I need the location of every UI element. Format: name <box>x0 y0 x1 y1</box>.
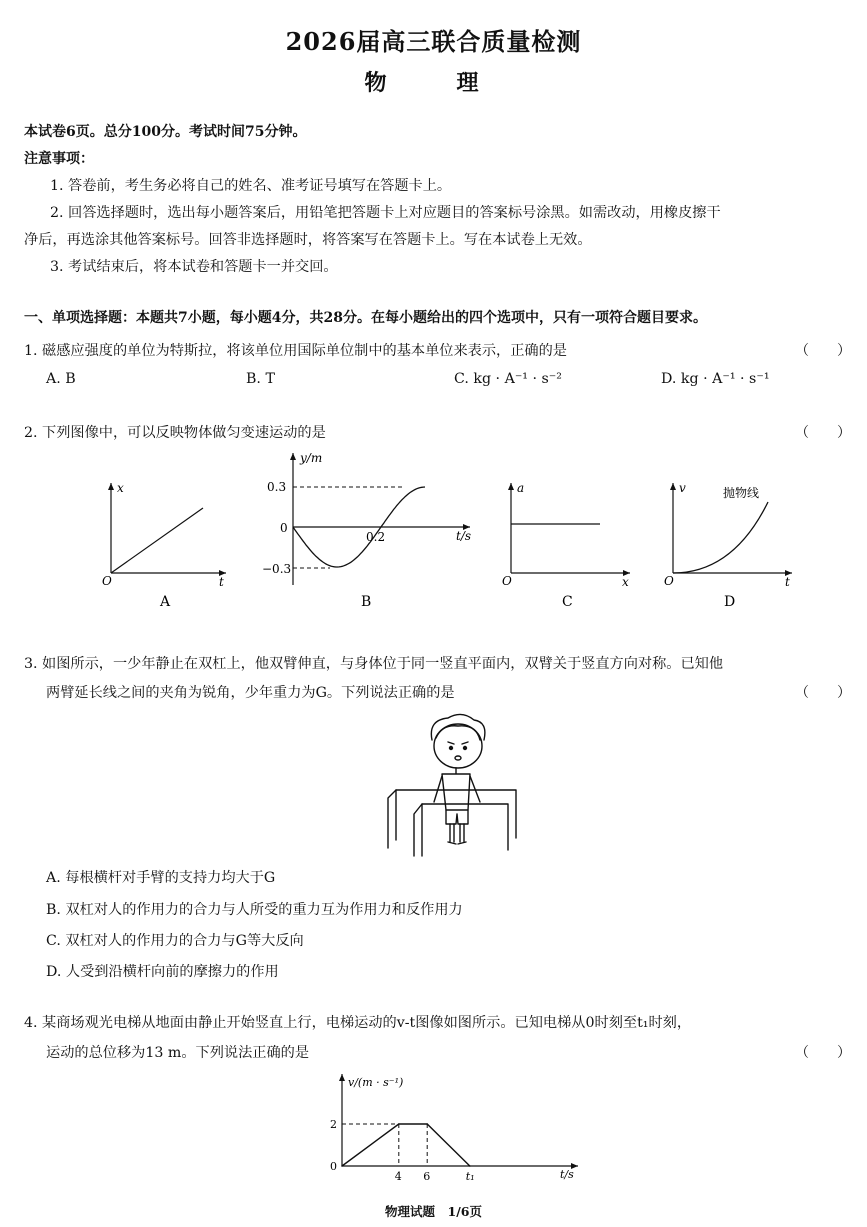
q4-stem-line2: 运动的总位移为13 m。下列说法正确的是 <box>46 1045 310 1061</box>
graph-d-parabola <box>673 502 768 573</box>
graph-b <box>262 451 471 610</box>
q4-origin: 0 <box>330 1160 337 1173</box>
section-heading: 一、单项选择题：本题共7小题，每小题4分，共28分。在每小题给出的四个选项中，只有一项符合题目要求。 <box>24 310 707 326</box>
graph-c-label: C <box>562 594 573 610</box>
q3-figure-boy-on-parallel-bars <box>370 710 530 858</box>
graph-b-origin: 0 <box>280 521 288 535</box>
q3-option-a: A. 每根横杆对手臂的支持力均大于G <box>46 870 276 886</box>
exam-title: 2026届高三联合质量检测 <box>285 27 582 56</box>
graph-a-x-label: t <box>219 575 224 589</box>
notice-item-2: 2. 回答选择题时，选出每小题答案后，用铅笔把答题卡上对应题目的答案标号涂黑。如需改动，用橡皮擦干 <box>50 205 721 221</box>
q4-stem-line1: 4. 某商场观光电梯从地面由静止开始竖直上行，电梯运动的v-t图像如图所示。已知电梯从0时刻至t₁时刻， <box>24 1015 692 1031</box>
q4-x-tick-4: 4 <box>394 1170 402 1183</box>
q1-answer-paren: （ ） <box>795 343 851 359</box>
graph-a-label: A <box>160 594 171 610</box>
graph-b-tick-top: 0.3 <box>267 480 287 494</box>
boy-left-arm <box>434 776 442 802</box>
graph-d-origin: O <box>664 574 674 588</box>
graph-b-label: B <box>361 594 372 610</box>
q1-option-a: A. B <box>46 371 76 387</box>
graph-c-x-label: x <box>622 575 629 589</box>
exam-info: 本试卷6页。总分100分。考试时间75分钟。 <box>24 124 307 140</box>
graph-d-label: D <box>724 594 736 610</box>
q2-graphs <box>0 440 867 620</box>
graph-c-y-label: a <box>517 481 525 495</box>
q3-stem-line1: 3. 如图所示，一少年静止在双杠上，他双臂伸直，与身体位于同一竖直平面内，双臂关于竖直方向对称。已知他 <box>24 656 724 672</box>
q4-point-1 <box>398 1123 400 1125</box>
q1-option-c: C. kg · A⁻¹ · s⁻² <box>454 371 562 387</box>
q1-option-b: B. T <box>246 371 275 387</box>
q3-option-b: B. 双杠对人的作用力的合力与人所受的重力互为作用力和反作用力 <box>46 902 463 918</box>
q2-answer-paren: （ ） <box>795 425 851 441</box>
graph-a-line <box>111 508 203 573</box>
graph-d <box>664 481 792 610</box>
q4-y-tick-2: 2 <box>330 1118 337 1131</box>
graph-d-curve-label: 抛物线 <box>723 486 760 500</box>
graph-a-y-label: x <box>117 481 124 495</box>
q4-y-label: v/(m · s⁻¹) <box>348 1076 404 1089</box>
q1-stem: 1. 磁感应强度的单位为特斯拉，将该单位用国际单位制中的基本单位来表示，正确的是 <box>24 343 567 359</box>
q4-point-0 <box>341 1165 343 1167</box>
graph-a-origin: O <box>102 574 112 588</box>
q4-point-3 <box>469 1165 471 1167</box>
q3-stem-line2: 两臂延长线之间的夹角为锐角，少年重力为G。下列说法正确的是 <box>46 685 455 701</box>
q4-x-tick-6: 6 <box>423 1170 431 1183</box>
q3-answer-paren: （ ） <box>795 685 851 701</box>
q4-vt-chart <box>320 1068 600 1188</box>
q4-velocity-line <box>342 1124 470 1166</box>
notice-heading: 注意事项： <box>24 151 94 167</box>
q4-x-label: t/s <box>560 1168 574 1181</box>
graph-d-x-label: t <box>785 575 790 589</box>
notice-item-3: 3. 考试结束后，将本试卷和答题卡一并交回。 <box>50 259 338 275</box>
graph-d-y-label: v <box>679 481 686 495</box>
notice-item-2-cont: 净后，再选涂其他答案标号。回答非选择题时，将答案写在答题卡上。写在本试卷上无效。 <box>24 232 592 248</box>
q3-option-d: D. 人受到沿横杆向前的摩擦力的作用 <box>46 964 279 980</box>
graph-b-x-label: t/s <box>456 529 472 543</box>
subject-title: 物 理 <box>364 70 503 96</box>
front-bar <box>414 804 508 856</box>
graph-b-tick-x: 0.2 <box>366 530 386 544</box>
q2-stem: 2. 下列图像中，可以反映物体做匀变速运动的是 <box>24 425 326 441</box>
q3-option-c: C. 双杠对人的作用力的合力与G等大反向 <box>46 933 304 949</box>
q4-point-2 <box>426 1123 428 1125</box>
graph-b-tick-bottom: −0.3 <box>262 562 292 576</box>
notice-item-1: 1. 答卷前，考生务必将自己的姓名、准考证号填写在答题卡上。 <box>50 178 452 194</box>
q4-x-tick-t1: t₁ <box>465 1170 475 1183</box>
page-footer: 物理试题 1/6页 <box>385 1204 482 1219</box>
q4-answer-paren: （ ） <box>795 1045 851 1061</box>
boy-right-arm <box>470 776 480 802</box>
graph-c <box>502 481 630 610</box>
q1-option-d: D. kg · A⁻¹ · s⁻¹ <box>661 371 770 387</box>
graph-a <box>102 481 226 610</box>
graph-c-origin: O <box>502 574 512 588</box>
graph-b-y-label: y/m <box>300 451 323 465</box>
